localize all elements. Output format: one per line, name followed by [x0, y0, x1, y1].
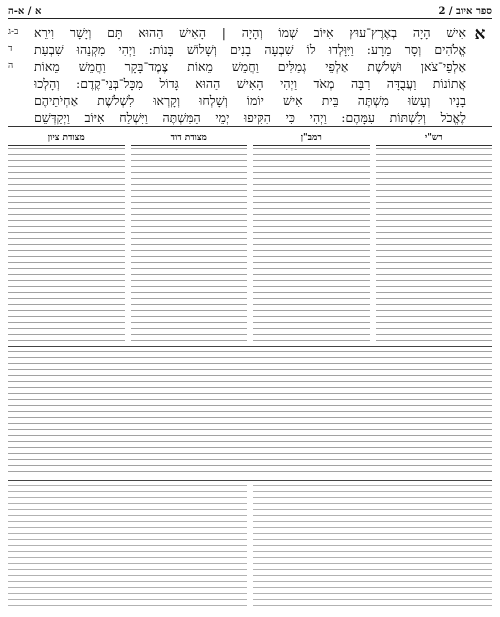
- verse-line: לֶאֱכֹל וְלִשְׁתּוֹת עִמָּהֶם: וַיְהִי כִּי הִקִּיפוּ יְמֵי הַמִּשְׁתֶּה וַיִּשְׁלַח אִיּוֹב וַיְקַדְּשֵׁם: [34, 110, 466, 125]
- bottom-column: [253, 481, 492, 611]
- verse-line: אֱלֹהִים וְסָר מֵרָע: וַיִּוָּלְדוּ לוֹ שִׁבְעָה בָנִים וְשָׁלוֹשׁ בָּנוֹת: וַיְהִי מִקְנֵהוּ שִׁבְעַת: [34, 42, 466, 57]
- verse-line: אֲתוֹנוֹת וַעֲבֻדָּה רַבָּה מְאֹד וַיְהִי הָאִישׁ הַהוּא גָּדוֹל מִכָּל־בְּנֵי־קֶדֶם: וְהָלְכוּ: [34, 76, 466, 91]
- column-text-block: [253, 148, 370, 342]
- bottom-column: [8, 481, 247, 611]
- lower-commentary: [8, 346, 492, 477]
- commentary-text-block: [8, 351, 492, 477]
- commentary-column: [253, 132, 370, 342]
- commentary-column: [8, 132, 125, 342]
- verse-number: ה: [8, 61, 14, 71]
- verse-numbers: [8, 24, 32, 75]
- chapter-label: א / א-ה: [8, 5, 42, 17]
- commentary-column: [131, 132, 248, 342]
- column-text-block: [131, 148, 248, 342]
- commentary-columns: [8, 132, 492, 342]
- main-text: [8, 24, 492, 127]
- verse-line: אִישׁ הָיָה בְאֶרֶץ־עוּץ אִיּוֹב שְׁמוֹ וְהָיָה | הָאִישׁ הַהוּא תָּם וְיָשָׁר וִירֵא: [34, 25, 466, 40]
- verse-number: ב-ג: [8, 27, 19, 37]
- verse-line: אַלְפֵי־צֹאן וּשְׁלֹשֶׁת אַלְפֵי גְמַלִּים וַחֲמֵשׁ מֵאוֹת צֶמֶד־בָּקָר וַחֲמֵשׁ מֵאוֹת: [34, 59, 466, 74]
- page-label: 2 / ספר איוב: [438, 5, 492, 17]
- column-text-block: [8, 148, 125, 342]
- column-title: מצודת ציון: [8, 132, 125, 146]
- column-title: רש"י: [376, 132, 493, 146]
- chapter-letter: א: [474, 24, 486, 44]
- column-text-block: [376, 148, 493, 342]
- column-title: רמב"ן: [253, 132, 370, 146]
- commentary-text-block: [253, 485, 492, 611]
- column-title: מצודת דוד: [131, 132, 248, 146]
- commentary-column: [376, 132, 493, 342]
- verse-line: בָנָיו וְעָשׂוּ מִשְׁתֶּה בֵּית אִישׁ יוֹמוֹ וְשָׁלְחוּ וְקָרְאוּ לִשְׁלֹשֶׁת אַחְיֹתֵיהֶם: [34, 93, 466, 108]
- verse-number: ד: [8, 44, 13, 54]
- page-header: [8, 4, 492, 19]
- commentary-text-block: [8, 485, 247, 611]
- verse-lines: [34, 24, 466, 126]
- bottom-commentary: [8, 480, 492, 611]
